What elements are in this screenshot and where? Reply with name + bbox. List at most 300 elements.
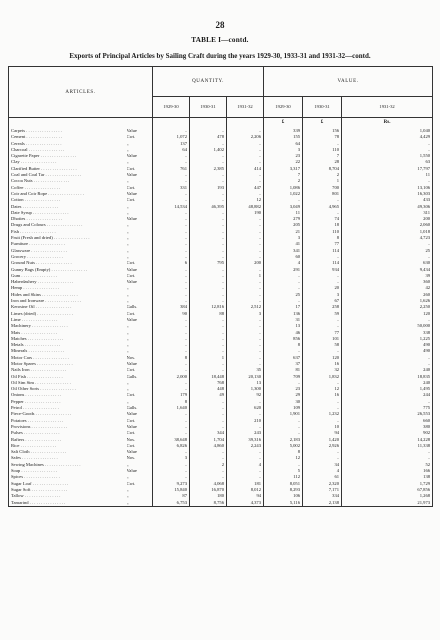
quantity-cell: 384 (153, 304, 190, 310)
value-cell: 3 (264, 147, 303, 153)
article-name: Clay . . . . . . . . . . . . . . . . (9, 159, 127, 165)
article-name: Cement . . . . . . . . . . . . . . . . (9, 134, 127, 140)
value-cell: 2,138 (303, 500, 342, 507)
value-cell: 112 (264, 474, 303, 480)
article-name: Pulses . . . . . . . . . . . . . . . . (9, 430, 127, 436)
value-cell: 1,022 (264, 191, 303, 197)
value-cell: 110 (303, 147, 342, 153)
value-cell: 166 (342, 468, 433, 474)
value-cell: 25 (264, 292, 303, 298)
article-name: Sugar Soft . . . . . . . . . . . . . . . . (9, 487, 127, 493)
quantity-cell: .. (190, 128, 227, 134)
quantity-cell: .. (153, 254, 190, 260)
value-cell: 11,338 (342, 443, 433, 449)
value-cell: 49,306 (342, 204, 433, 210)
value-cell: .. (342, 449, 433, 455)
quantity-cell: .. (190, 323, 227, 329)
quantity-cell: 761 (153, 166, 190, 172)
quantity-cell: 1 (227, 273, 264, 279)
quantity-cell: 12,816 (190, 304, 227, 310)
article-name: Piece-Goods . . . . . . . . . . . . . . . . (9, 411, 127, 417)
article-name: Minerals . . . . . . . . . . . . . . . . (9, 348, 127, 354)
quantity-cell: .. (227, 141, 264, 147)
quantity-cell: .. (227, 172, 264, 178)
value-cell: 2 (303, 172, 342, 178)
articles-header: ARTICLES. (9, 67, 153, 118)
value-cell: 1,550 (342, 153, 433, 159)
quantity-cell: .. (227, 292, 264, 298)
quantity-cell: 3 (227, 311, 264, 317)
value-cell: 30 (264, 399, 303, 405)
value-cell: 110 (303, 229, 342, 235)
quantity-cell: .. (153, 361, 190, 367)
quantity-cell: .. (153, 292, 190, 298)
currency-row (9, 118, 433, 129)
value-cell: .. (342, 254, 433, 260)
quantity-cell: .. (227, 147, 264, 153)
article-name: Matches . . . . . . . . . . . . . . . . (9, 336, 127, 342)
article-name: Cocoa Nuts . . . . . . . . . . . . . . . . (9, 178, 127, 184)
value-cell: 14,228 (342, 437, 433, 443)
article-name: Pepper . . . . . . . . . . . . . . . . (9, 399, 127, 405)
quantity-cell: .. (227, 342, 264, 348)
value-cell: 94 (303, 430, 342, 436)
value-cell: 801 (303, 191, 342, 197)
unit-cell: „ (127, 159, 153, 165)
quantity-cell: .. (153, 235, 190, 241)
quantity-cell: .. (227, 355, 264, 361)
quantity-cell: .. (227, 128, 264, 134)
value-cell: 1,832 (303, 374, 342, 380)
unit-cell: Value (127, 191, 153, 197)
value-cell: 8 (303, 235, 342, 241)
quantity-cell: .. (153, 342, 190, 348)
quantity-cell: 180 (190, 493, 227, 499)
value-cell: 2 (264, 178, 303, 184)
quantity-cell: 344 (190, 430, 227, 436)
value-cell: 630 (342, 260, 433, 266)
quantity-cell: .. (153, 418, 190, 424)
quantity-cell: .. (227, 424, 264, 430)
unit-cell: „ (127, 285, 153, 291)
quantity-cell: .. (227, 468, 264, 474)
quantity-cell: 6,753 (153, 500, 190, 507)
unit-cell: „ (127, 500, 153, 507)
unit-cell: Galls. (127, 374, 153, 380)
value-cell: 12 (303, 386, 342, 392)
quantity-cell: 8 (153, 399, 190, 405)
quantity-cell: 4,068 (190, 481, 227, 487)
value-cell: 1,729 (342, 481, 433, 487)
unit-cell: „ (127, 254, 153, 260)
quantity-cell: .. (227, 159, 264, 165)
value-cell: .. (264, 298, 303, 304)
value-cell: 29 (264, 392, 303, 398)
value-cell: 902 (342, 430, 433, 436)
article-name: Safes . . . . . . . . . . . . . . . . (9, 455, 127, 461)
unit-cell: „ (127, 399, 153, 405)
value-cell: .. (342, 455, 433, 461)
unit-cell: „ (127, 330, 153, 336)
unit-cell: Value (127, 267, 153, 273)
quantity-cell: .. (190, 235, 227, 241)
quantity-cell: .. (190, 449, 227, 455)
unit-cell: Cwt. (127, 273, 153, 279)
value-cell: .. (303, 254, 342, 260)
unit-cell: Value (127, 128, 153, 134)
value-cell: 240 (342, 380, 433, 386)
quantity-cell: .. (190, 153, 227, 159)
value-cell: 60 (264, 254, 303, 260)
article-name: Spices . . . . . . . . . . . . . . . . (9, 474, 127, 480)
page-number: 28 (215, 20, 225, 30)
value-cell: .. (303, 399, 342, 405)
quantity-cell: 1,640 (153, 405, 190, 411)
value-cell: 46 (264, 330, 303, 336)
value-cell: 39 (342, 273, 433, 279)
value-cell: 334 (303, 493, 342, 499)
article-name: Rafters . . . . . . . . . . . . . . . . (9, 437, 127, 443)
quantity-cell: .. (227, 449, 264, 455)
quantity-cell: .. (153, 128, 190, 134)
value-cell: .. (264, 462, 303, 468)
unit-cell: Value (127, 317, 153, 323)
quantity-cell: .. (227, 222, 264, 228)
unit-cell: Cwt. (127, 134, 153, 140)
article-name: Clarified Butter . . . . . . . . . . . . . . . . (9, 166, 127, 172)
quantity-cell: .. (190, 336, 227, 342)
value-cell: 700 (303, 185, 342, 191)
article-name: Kerosine Oil . . . . . . . . . . . . . . . . (9, 304, 127, 310)
article-name: Cotton . . . . . . . . . . . . . . . . (9, 197, 127, 203)
unit-cell: Value (127, 411, 153, 417)
value-cell: 101 (303, 336, 342, 342)
article-name: Rice . . . . . . . . . . . . . . . . (9, 443, 127, 449)
quantity-cell: .. (153, 330, 190, 336)
quantity-cell: .. (153, 191, 190, 197)
unit-cell: „ (127, 342, 153, 348)
article-name: Coal and Coal Tar . . . . . . . . . . . . . . . . (9, 172, 127, 178)
value-cell: 775 (342, 405, 433, 411)
quantity-cell: 1,402 (190, 147, 227, 153)
unit-cell: Cwt. (127, 197, 153, 203)
year-header: 1929-30 (153, 96, 190, 117)
quantity-cell: 16,870 (190, 487, 227, 493)
value-cell: 23 (264, 153, 303, 159)
unit-cell: „ (127, 241, 153, 247)
quantity-cell: .. (153, 222, 190, 228)
article-name: Hemp . . . . . . . . . . . . . . . . (9, 285, 127, 291)
quantity-cell: 448 (190, 386, 227, 392)
value-cell: 81 (264, 367, 303, 373)
quantity-cell: .. (227, 285, 264, 291)
unit-cell: Nos. (127, 455, 153, 461)
exports-table (8, 66, 433, 507)
value-cell: 433 (342, 197, 433, 203)
value-cell: 22 (264, 159, 303, 165)
value-cell: 934 (303, 267, 342, 273)
value-cell: 8 (264, 449, 303, 455)
article-name: Motor Spares . . . . . . . . . . . . . . . . (9, 361, 127, 367)
value-cell: .. (303, 449, 342, 455)
article-name: Grocery . . . . . . . . . . . . . . . . (9, 254, 127, 260)
quantity-cell: 190 (227, 210, 264, 216)
value-cell: 4 (303, 468, 342, 474)
value-cell: 1,018 (342, 229, 433, 235)
quantity-cell: 20,130 (227, 374, 264, 380)
value-cell: .. (303, 197, 342, 203)
unit-cell: Value (127, 424, 153, 430)
article-name: Charcoal . . . . . . . . . . . . . . . . (9, 147, 127, 153)
quantity-cell: 38,648 (153, 437, 190, 443)
quantity-cell: 94 (227, 493, 264, 499)
unit-cell: „ (127, 493, 153, 499)
value-cell: 360 (342, 279, 433, 285)
quantity-cell: 9,273 (153, 481, 190, 487)
article-name: Limes (dried) . . . . . . . . . . . . . . . . (9, 311, 127, 317)
value-cell: 41 (264, 241, 303, 247)
value-cell: 58 (303, 342, 342, 348)
quantity-cell: 88 (190, 311, 227, 317)
article-name: Provisions . . . . . . . . . . . . . . . . (9, 424, 127, 430)
unit-cell: Galls. (127, 304, 153, 310)
unit-cell: „ (127, 222, 153, 228)
value-cell: .. (303, 210, 342, 216)
value-cell: 1,901 (264, 411, 303, 417)
value-cell: 156 (303, 128, 342, 134)
quantity-cell: 2 (190, 462, 227, 468)
value-cell: 9,434 (342, 267, 433, 273)
quantity-cell: .. (190, 197, 227, 203)
value-cell: .. (303, 141, 342, 147)
value-cell: 106 (264, 493, 303, 499)
quantity-cell: 2,000 (153, 374, 190, 380)
unit-cell: „ (127, 147, 153, 153)
quantity-cell: .. (153, 248, 190, 254)
quantity-cell: 137 (153, 141, 190, 147)
quantity-cell: 12 (227, 197, 264, 203)
value-cell: 8,051 (264, 481, 303, 487)
value-cell: 11 (342, 172, 433, 178)
value-cell: 32 (303, 367, 342, 373)
quantity-cell: .. (190, 361, 227, 367)
value-cell: 244 (342, 392, 433, 398)
article-name: Furniture . . . . . . . . . . . . . . . . (9, 241, 127, 247)
article-name: Drugs and Colours . . . . . . . . . . . . . . . . (9, 222, 127, 228)
article-name: Onions . . . . . . . . . . . . . . . . (9, 392, 127, 398)
value-cell: .. (264, 285, 303, 291)
quantity-cell: 620 (227, 405, 264, 411)
quantity-cell: .. (153, 267, 190, 273)
quantity-cell: .. (190, 298, 227, 304)
quantity-cell: .. (190, 229, 227, 235)
quantity-cell: 4,860 (190, 443, 227, 449)
table-title: TABLE I—contd. (191, 36, 249, 44)
quantity-cell: 4 (227, 462, 264, 468)
value-cell: 8 (264, 342, 303, 348)
quantity-cell: 243 (227, 430, 264, 436)
quantity-cell: 8 (153, 355, 190, 361)
value-cell: 37 (264, 361, 303, 367)
quantity-cell: .. (153, 178, 190, 184)
quantity-cell: .. (227, 279, 264, 285)
quantity-cell: .. (153, 430, 190, 436)
quantity-cell: .. (153, 317, 190, 323)
year-header: 1929-30 (264, 96, 303, 117)
value-cell: 16,303 (342, 191, 433, 197)
quantity-cell: .. (190, 254, 227, 260)
quantity-cell: .. (190, 455, 227, 461)
year-header: 1931-32 (227, 96, 264, 117)
quantity-cell: .. (227, 267, 264, 273)
article-name: Glassware . . . . . . . . . . . . . . . . (9, 248, 127, 254)
article-name: Gunny Bags (Empty) . . . . . . . . . . . . . . . . (9, 267, 127, 273)
article-name: Coffee . . . . . . . . . . . . . . . . (9, 185, 127, 191)
value-cell: 52 (342, 462, 433, 468)
value-cell: 114 (303, 260, 342, 266)
value-cell: 120 (303, 355, 342, 361)
unit-cell: Cwt. (127, 481, 153, 487)
value-cell: 26,553 (342, 411, 433, 417)
article-name: Cereals . . . . . . . . . . . . . . . . (9, 141, 127, 147)
quantity-cell: .. (190, 210, 227, 216)
value-cell: 1,268 (342, 493, 433, 499)
unit-cell: Value (127, 468, 153, 474)
quantity-cell: .. (153, 153, 190, 159)
value-cell: 13 (264, 323, 303, 329)
value-cell: 2,320 (303, 481, 342, 487)
year-header: 1930-31 (303, 96, 342, 117)
quantity-cell: .. (227, 229, 264, 235)
quantity-cell: .. (153, 449, 190, 455)
quantity-cell: .. (153, 468, 190, 474)
value-cell: 279 (264, 216, 303, 222)
quantity-cell: .. (190, 267, 227, 273)
value-cell: 11 (264, 210, 303, 216)
value-cell: 4 (264, 260, 303, 266)
unit-cell: Cwt. (127, 166, 153, 172)
value-cell: 260 (342, 292, 433, 298)
value-cell: 8,704 (303, 166, 342, 172)
quantity-cell: .. (190, 279, 227, 285)
quantity-cell: .. (190, 367, 227, 373)
unit-cell: Value (127, 153, 153, 159)
quantity-cell: .. (190, 474, 227, 480)
quantity-cell: .. (190, 399, 227, 405)
value-cell: .. (303, 348, 342, 354)
unit-cell: „ (127, 204, 153, 210)
value-cell: .. (342, 141, 433, 147)
value-cell: .. (303, 317, 342, 323)
quantity-cell: .. (227, 235, 264, 241)
quantity-cell: .. (153, 336, 190, 342)
article-name: Oil Sim Sim . . . . . . . . . . . . . . . . (9, 380, 127, 386)
quantity-cell: 1,072 (153, 134, 190, 140)
quantity-cell: 6 (153, 260, 190, 266)
quantity-cell: 1,300 (227, 386, 264, 392)
article-name: Machinery . . . . . . . . . . . . . . . . (9, 323, 127, 329)
quantity-cell: 14,534 (153, 204, 190, 210)
value-cell: .. (303, 418, 342, 424)
unit-cell: „ (127, 210, 153, 216)
value-cell: 1,232 (303, 411, 342, 417)
article-name: Oil Other Sorts . . . . . . . . . . . . . . . . (9, 386, 127, 392)
quantity-cell: .. (227, 191, 264, 197)
value-cell: 120 (342, 311, 433, 317)
unit-cell: „ (127, 380, 153, 386)
value-cell: 16 (303, 361, 342, 367)
value-cell: 1,040 (342, 128, 433, 134)
value-cell: .. (342, 355, 433, 361)
quantity-cell: .. (153, 210, 190, 216)
quantity-cell: 92 (227, 392, 264, 398)
value-cell: 1,420 (303, 437, 342, 443)
quantity-cell: .. (227, 399, 264, 405)
quantity-cell: 4,373 (227, 500, 264, 507)
value-cell: 114 (303, 248, 342, 254)
quantity-cell: 90 (153, 311, 190, 317)
value-cell: 7 (264, 172, 303, 178)
quantity-cell: 181 (227, 481, 264, 487)
quantity-cell: .. (227, 323, 264, 329)
value-cell: 21,973 (342, 500, 433, 507)
article-name: Tamarind . . . . . . . . . . . . . . . . (9, 500, 127, 507)
value-cell: .. (342, 178, 433, 184)
unit-cell: Value (127, 361, 153, 367)
quantity-cell: 3 (153, 455, 190, 461)
unit-cell: „ (127, 386, 153, 392)
quantity-cell: .. (190, 285, 227, 291)
unit-cell: Value (127, 172, 153, 178)
value-cell: 291 (264, 267, 303, 273)
currency-label: Rs. (342, 118, 433, 129)
quantity-cell: 331 (153, 185, 190, 191)
quantity-cell: .. (227, 248, 264, 254)
quantity-cell: 768 (190, 380, 227, 386)
table-row (9, 500, 433, 507)
value-cell: 2,060 (342, 222, 433, 228)
quantity-cell: 6,826 (153, 443, 190, 449)
quantity-cell: 46,395 (190, 204, 227, 210)
value-cell: 17,797 (342, 166, 433, 172)
unit-cell: „ (127, 178, 153, 184)
value-cell: 23 (264, 386, 303, 392)
quantity-cell: .. (153, 367, 190, 373)
unit-cell: „ (127, 348, 153, 354)
quantity-cell: 2,385 (190, 166, 227, 172)
quantity-cell: .. (153, 424, 190, 430)
quantity-cell: .. (227, 474, 264, 480)
quantity-cell: .. (227, 298, 264, 304)
quantity-cell: .. (227, 455, 264, 461)
quantity-cell: .. (227, 336, 264, 342)
quantity-cell: .. (190, 342, 227, 348)
value-cell: 136 (264, 311, 303, 317)
value-cell: 4,965 (303, 204, 342, 210)
quantity-cell: 1,704 (190, 437, 227, 443)
article-name: Petrol . . . . . . . . . . . . . . . . (9, 405, 127, 411)
quantity-cell: .. (190, 418, 227, 424)
quantity-cell: .. (227, 153, 264, 159)
value-cell: 155 (264, 134, 303, 140)
unit-cell: Value (127, 449, 153, 455)
unit-cell: „ (127, 336, 153, 342)
quantity-cell: .. (153, 298, 190, 304)
value-cell: .. (264, 197, 303, 203)
value-cell: 380 (342, 424, 433, 430)
value-cell: 77 (303, 241, 342, 247)
quantity-cell: 1 (190, 355, 227, 361)
